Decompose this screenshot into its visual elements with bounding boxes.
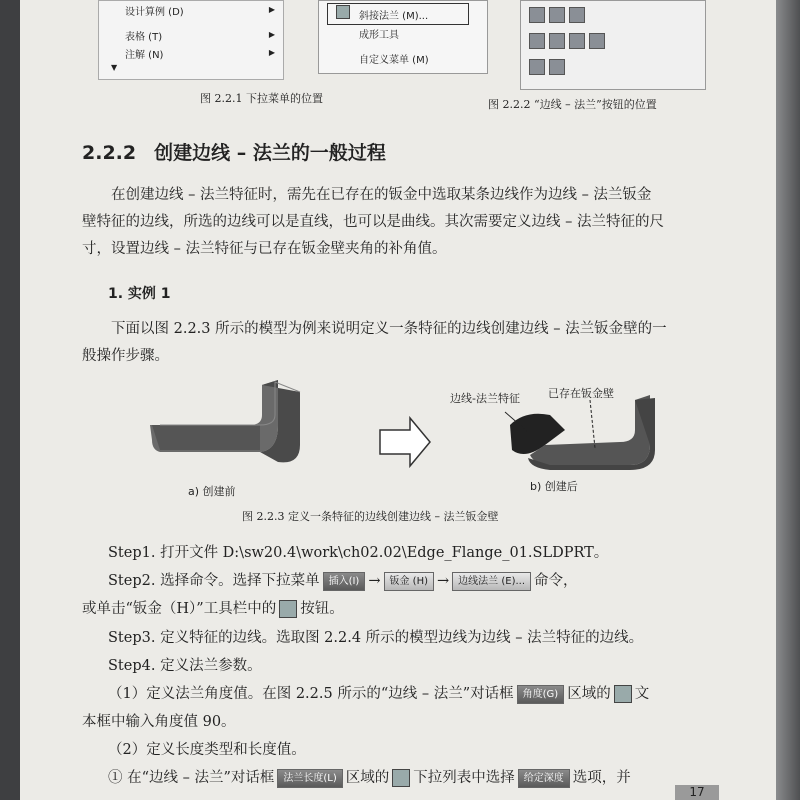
- section-number: 2.2.2: [82, 142, 137, 164]
- step-2-text: Step2. 选择命令。选择下拉菜单: [108, 573, 320, 589]
- flange-length-section-button: 法兰长度(L): [277, 769, 342, 788]
- submenu-figure: [318, 0, 488, 74]
- example-heading: 1. 实例 1: [108, 286, 171, 302]
- page-number: 17: [675, 785, 719, 800]
- figure-caption-2-2-1: 图 2.2.1 下拉菜单的位置: [200, 92, 323, 105]
- angle-icon: [614, 685, 632, 703]
- chevron-down-icon: ▼: [111, 63, 118, 72]
- book-gutter-shadow: [0, 0, 20, 800]
- submenu-arrow-icon: ▶: [268, 30, 275, 39]
- sub-step-2: （2）定义长度类型和长度值。: [108, 742, 306, 758]
- figure-caption-2-2-2: 图 2.2.2 “边线 – 法兰”按钮的位置: [488, 98, 657, 111]
- step-2-text-end: 命令，: [534, 573, 578, 589]
- edge-flange-icon: [279, 600, 297, 618]
- section-title: 创建边线 – 法兰的一般过程: [154, 142, 386, 164]
- book-edge-shadow: [776, 0, 800, 800]
- figure-caption-2-2-3: 图 2.2.3 定义一条特征的边线创建边线 – 法兰钣金壁: [242, 510, 499, 523]
- sheetmetal-icon: [549, 7, 565, 23]
- sub-step-3-end: 选项，并: [572, 770, 631, 786]
- sheetmetal-icon: [529, 59, 545, 75]
- reverse-direction-icon: [392, 769, 410, 787]
- sub-step-1-mid: 区域的: [567, 686, 611, 702]
- dropdown-menu-figure: [98, 0, 284, 80]
- sheetmetal-icon: [529, 7, 545, 23]
- submenu-arrow-icon: ▶: [268, 5, 275, 14]
- step-4: Step4. 定义法兰参数。: [108, 658, 262, 674]
- callout-existing-wall: 已存在钣金壁: [548, 387, 614, 400]
- menu-item-table: 表格 (T): [125, 32, 163, 43]
- step-3: Step3. 定义特征的边线。选取图 2.2.4 所示的模型边线为边线 – 法兰特征的边线。: [108, 630, 644, 646]
- menu-item-forming-tool: 成形工具: [359, 30, 399, 41]
- example-paragraph: [82, 316, 732, 370]
- sheetmetal-icon: [569, 7, 585, 23]
- menu-item-custom-menu: 自定义菜单 (M): [359, 55, 429, 66]
- sub-step-1-end: 文: [634, 686, 650, 702]
- blind-depth-option: 给定深度: [518, 769, 570, 788]
- text-line: 在创建边线 – 法兰特征时，需先在已存在的钣金中选取某条边线作为边线 – 法兰钣金: [111, 187, 652, 203]
- menu-item-annotation: 注解 (N): [125, 50, 164, 61]
- menu-item-miter-flange: 斜接法兰 (M)...: [359, 11, 429, 22]
- model-before: [150, 380, 300, 462]
- step-2: Step2. 选择命令。选择下拉菜单 插入(I) → 钣金 (H) → 边线法兰 (E)... 命令，: [108, 573, 578, 589]
- model-after: [505, 395, 655, 470]
- sheetmetal-menu-button: 钣金 (H): [384, 572, 435, 591]
- sub-step-1-continued: 本框中输入角度值 90。: [82, 714, 236, 730]
- submenu-arrow-icon: ▶: [268, 48, 275, 57]
- step-2-cont-text: 或单击“钣金（H）”工具栏中的: [82, 601, 277, 617]
- sub-step-3-text: ① 在“边线 – 法兰”对话框: [108, 770, 275, 786]
- sheetmetal-icon: [549, 59, 565, 75]
- sub-step-1-text: （1）定义法兰角度值。在图 2.2.5 所示的“边线 – 法兰”对话框: [108, 686, 514, 702]
- step-2-cont-end: 按钮。: [300, 601, 344, 617]
- angle-section-button: 角度(G): [517, 685, 565, 704]
- toolbar-icons-figure: [520, 0, 706, 90]
- edge-flange-menu-button: 边线法兰 (E)...: [452, 572, 531, 591]
- sheetmetal-icon: [549, 33, 565, 49]
- text-line: 壁特征的边线，所选的边线可以是直线，也可以是曲线。其次需要定义边线 – 法兰特征的尺: [82, 214, 664, 230]
- menu-item-design-study: 设计算例 (D): [125, 7, 184, 18]
- label-before: a) 创建前: [188, 485, 236, 498]
- text-line: 寸，设置边线 – 法兰特征与已存在钣金壁夹角的补角值。: [82, 241, 447, 257]
- sub-step-1: [108, 683, 649, 705]
- sheetmetal-icon: [589, 33, 605, 49]
- step-1: Step1. 打开文件 D:\sw20.4\work\ch02.02\Edge_Flange_01.SLDPRT。: [108, 545, 609, 561]
- text-line: 下面以图 2.2.3 所示的模型为例来说明定义一条特征的边线创建边线 – 法兰钣金壁的一: [111, 321, 667, 337]
- sub-step-3-mid2: 下拉列表中选择: [413, 770, 515, 786]
- step-2-continued: [82, 598, 344, 620]
- intro-paragraph: [82, 182, 732, 263]
- label-after: b) 创建后: [530, 480, 578, 493]
- text-line: 般操作步骤。: [82, 348, 169, 364]
- sub-step-3: [108, 767, 631, 789]
- sub-step-3-mid: 区域的: [345, 770, 390, 786]
- callout-edge-flange: 边线-法兰特征: [450, 392, 520, 405]
- miter-flange-icon: [336, 5, 350, 19]
- sheetmetal-icon: [529, 33, 545, 49]
- book-page: [20, 0, 780, 800]
- arrow-icon: [380, 418, 430, 466]
- sheetmetal-icon: [569, 33, 585, 49]
- section-heading: [82, 138, 386, 165]
- insert-menu-button: 插入(I): [323, 572, 366, 591]
